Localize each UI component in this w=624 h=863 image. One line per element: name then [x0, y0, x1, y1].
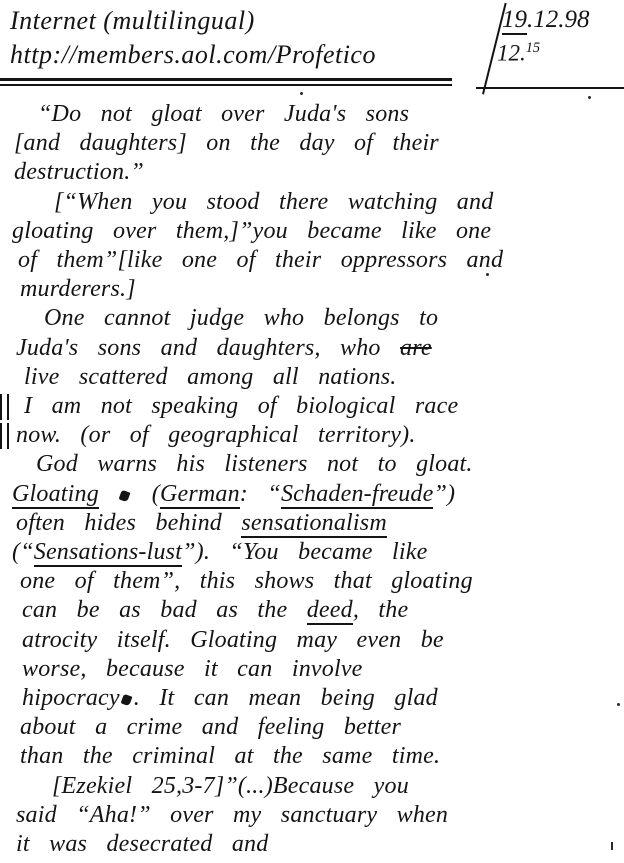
text-segment: God warns his listeners not to gloat. [36, 451, 473, 478]
handwritten-line [8, 567, 620, 596]
text-segment: murderers.] [20, 276, 136, 303]
text-segment: about a crime and feeling better [20, 714, 402, 741]
time-minutes-superscript: 15 [525, 40, 540, 56]
text-segment: [“When you stood there watching and [54, 188, 494, 215]
handwritten-line [8, 480, 620, 509]
text-segment: it was desecrated and [16, 831, 269, 858]
text-segment: one of them”, this shows that gloating [20, 568, 473, 595]
text-segment: now. (or of geographical territory). [16, 422, 416, 449]
handwritten-line [8, 334, 620, 363]
text-segment: I am not speaking of biological race [24, 393, 459, 420]
text-segment: ”). “You became like [182, 539, 428, 566]
text-segment: ( [132, 480, 160, 507]
header-url: http://members.aol.com/Profetico [10, 40, 376, 69]
text-segment: , the [352, 597, 409, 624]
text-segment: “Do not gloat over Juda's sons [38, 101, 410, 127]
text-segment: destruction.” [14, 159, 144, 186]
text-segment: sensationalism [241, 509, 387, 536]
handwritten-line [8, 158, 620, 187]
ink-blot-icon [120, 694, 132, 706]
handwritten-line [8, 772, 620, 801]
handwritten-line [8, 188, 620, 217]
text-segment: Sensations-lust [33, 539, 183, 566]
page-header [10, 4, 376, 72]
text-segment: : “ [239, 480, 281, 507]
margin-emphasis-bars [0, 423, 9, 449]
text-segment: deed [306, 597, 353, 624]
handwritten-line [8, 538, 620, 567]
handwritten-line [8, 742, 620, 771]
scan-noise-dot [486, 273, 489, 276]
text-segment [99, 481, 118, 507]
date-rest: .12.98 [527, 6, 590, 33]
ink-blot-icon [119, 489, 131, 501]
date-rule [476, 87, 624, 89]
text-segment: Juda's sons and daughters, who [16, 334, 401, 361]
handwritten-line [8, 684, 620, 713]
handwritten-line [8, 363, 620, 392]
text-segment: live scattered among all nations. [24, 363, 397, 390]
time-hour: 12. [497, 40, 526, 66]
scan-noise-dot [611, 842, 613, 850]
handwritten-line [8, 655, 620, 684]
handwritten-line [8, 246, 620, 275]
handwritten-line [8, 596, 620, 625]
handwritten-line [8, 275, 620, 304]
text-segment: [and daughters] on the day of their [14, 130, 439, 157]
handwritten-body [8, 100, 620, 859]
header-rule-bottom [0, 84, 452, 86]
text-segment: [Ezekiel 25,3-7]”(...)Because you [52, 772, 409, 799]
text-segment: hipocracy [22, 685, 120, 712]
scan-noise-dot [300, 92, 303, 95]
text-segment: One cannot judge who belongs to [44, 305, 439, 332]
scan-noise-dot [588, 96, 591, 99]
text-segment: ”) [433, 480, 456, 507]
handwritten-line [8, 626, 620, 655]
header-date [502, 6, 590, 34]
handwritten-line [8, 450, 620, 479]
handwritten-line [8, 421, 620, 450]
text-segment: worse, because it can involve [22, 655, 363, 682]
text-segment: . It can mean being glad [133, 685, 438, 712]
text-segment: (“ [12, 539, 34, 566]
handwritten-line [8, 713, 620, 742]
header-rule-top [0, 78, 452, 81]
date-day: 19 [502, 6, 527, 33]
text-segment: than the criminal at the same time. [20, 743, 441, 770]
text-segment: can be as bad as the [22, 597, 307, 624]
handwritten-line [8, 509, 620, 538]
header-title: Internet (multilingual) [10, 6, 255, 35]
header-time [497, 40, 540, 67]
text-segment: German [159, 480, 240, 507]
scan-noise-dot [617, 703, 620, 706]
text-segment: gloating over them,]”you became like one [12, 217, 492, 244]
handwritten-line [8, 830, 620, 859]
text-segment: Gloating [12, 480, 99, 507]
text-segment: Schaden-freude [280, 480, 434, 507]
text-segment: often hides behind [16, 509, 242, 536]
handwritten-line [8, 217, 620, 246]
margin-emphasis-bars [0, 394, 9, 420]
handwritten-line [8, 304, 620, 333]
text-segment: of them”[like one of their oppressors and [18, 247, 504, 274]
handwritten-line [8, 100, 620, 129]
handwritten-line [8, 392, 620, 421]
handwritten-line [8, 129, 620, 158]
handwritten-line [8, 801, 620, 830]
text-segment: are [400, 334, 432, 361]
text-segment: said “Aha!” over my sanctuary when [16, 801, 449, 828]
text-segment: atrocity itself. Gloating may even be [22, 626, 444, 653]
